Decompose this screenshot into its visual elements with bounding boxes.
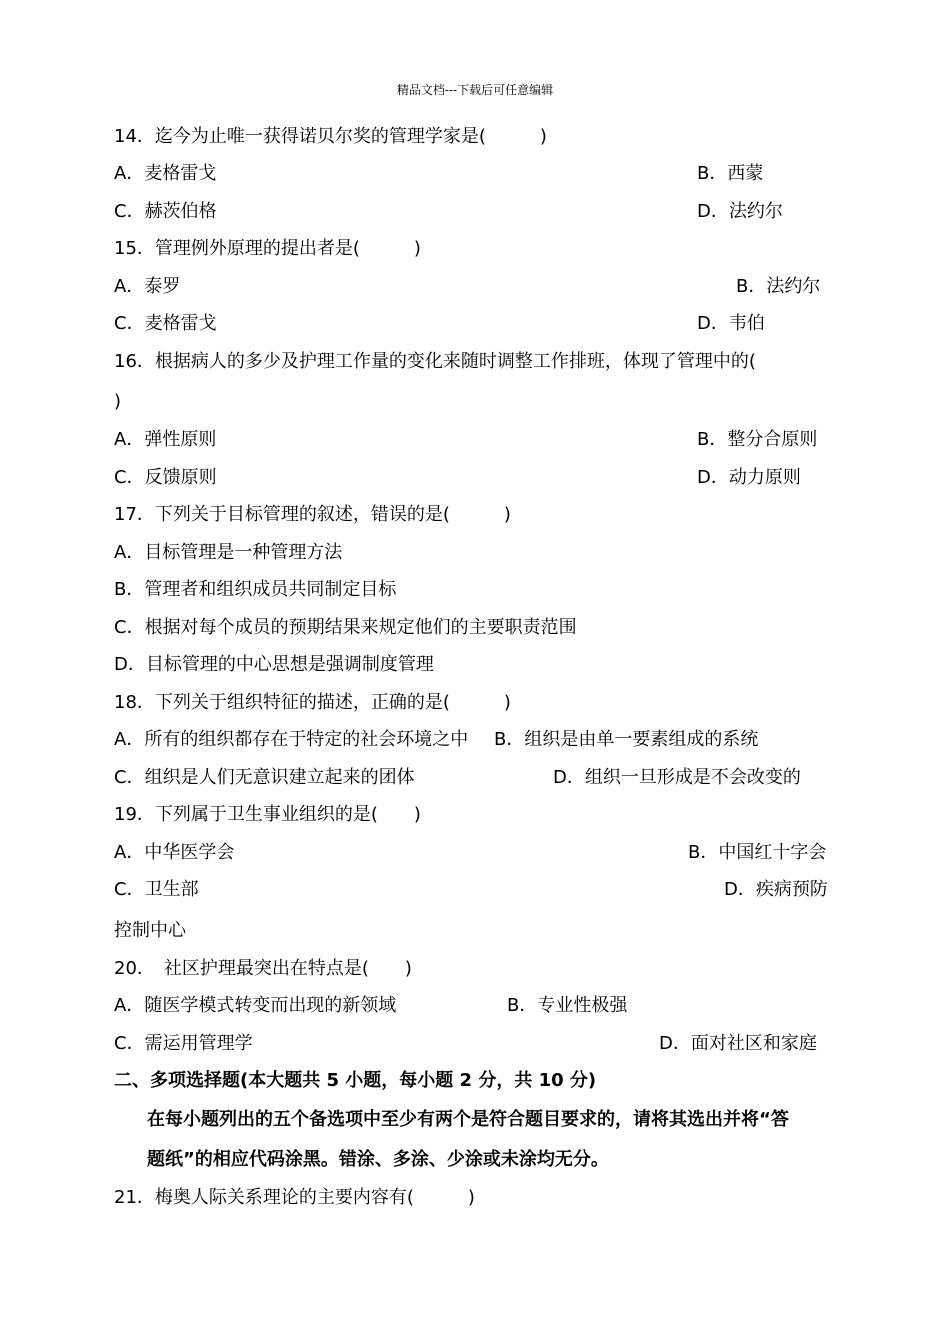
question-16-option-b: B．整分合原则 (697, 429, 818, 450)
question-17-option-d: D．目标管理的中心思想是强调制度管理 (114, 654, 434, 675)
question-14-option-c: C．赫茨伯格 (114, 201, 217, 222)
question-14-option-d: D．法约尔 (697, 201, 783, 222)
question-18-option-a: A．所有的组织都存在于特定的社会环境之中 (114, 729, 469, 750)
question-19-option-d-continuation: 控制中心 (114, 920, 186, 941)
section-2-instructions-line-1: 在每小题列出的五个备选项中至少有两个是符合题目要求的，请将其选出并将“答 (147, 1109, 789, 1130)
question-15-stem: 15．管理例外原理的提出者是( ) (114, 238, 421, 259)
question-14-option-b: B．西蒙 (697, 163, 764, 184)
question-19-option-d: D．疾病预防 (724, 879, 828, 900)
question-18-option-d: D．组织一旦形成是不会改变的 (553, 767, 801, 788)
question-17-option-a: A．目标管理是一种管理方法 (114, 542, 343, 563)
question-21-stem: 21．梅奥人际关系理论的主要内容有( ) (114, 1187, 475, 1208)
question-14-option-a: A．麦格雷戈 (114, 163, 217, 184)
question-16-option-c: C．反馈原则 (114, 467, 217, 488)
page-header: 精品文档---下载后可任意编辑 (396, 83, 554, 97)
question-18-stem: 18．下列关于组织特征的描述，正确的是( ) (114, 692, 511, 713)
question-15-option-a: A．泰罗 (114, 276, 181, 297)
question-20-option-a: A．随医学模式转变而出现的新领域 (114, 995, 397, 1016)
question-19-stem: 19．下列属于卫生事业组织的是( ) (114, 804, 421, 825)
question-18-option-b: B．组织是由单一要素组成的系统 (494, 729, 759, 750)
question-17-option-c: C．根据对每个成员的预期结果来规定他们的主要职责范围 (114, 617, 577, 638)
question-17-option-b: B．管理者和组织成员共同制定目标 (114, 579, 397, 600)
question-15-option-d: D．韦伯 (697, 313, 765, 334)
question-19-option-b: B．中国红十字会 (688, 842, 827, 863)
question-19-option-a: A．中华医学会 (114, 842, 235, 863)
question-17-stem: 17．下列关于目标管理的叙述，错误的是( ) (114, 504, 511, 525)
question-16-stem-continuation: ) (114, 391, 122, 412)
question-15-option-c: C．麦格雷戈 (114, 313, 217, 334)
section-2-instructions-line-2: 题纸”的相应代码涂黑。错涂、多涂、少涂或未涂均无分。 (147, 1149, 609, 1170)
question-18-option-c: C．组织是人们无意识建立起来的团体 (114, 767, 415, 788)
question-19-option-c: C．卫生部 (114, 879, 199, 900)
question-16-option-d: D．动力原则 (697, 467, 801, 488)
question-20-option-d: D．面对社区和家庭 (659, 1033, 817, 1054)
question-16-option-a: A．弹性原则 (114, 429, 217, 450)
section-2-title: 二、多项选择题(本大题共 5 小题，每小题 2 分，共 10 分) (114, 1070, 597, 1091)
question-20-stem: 20． 社区护理最突出在特点是( ) (114, 958, 412, 979)
question-15-option-b: B．法约尔 (736, 276, 821, 297)
question-16-stem: 16．根据病人的多少及护理工作量的变化来随时调整工作排班，体现了管理中的( (114, 351, 756, 372)
question-14-stem: 14．迄今为止唯一获得诺贝尔奖的管理学家是( ) (114, 126, 547, 147)
question-20-option-b: B．专业性极强 (507, 995, 628, 1016)
question-20-option-c: C．需运用管理学 (114, 1033, 253, 1054)
